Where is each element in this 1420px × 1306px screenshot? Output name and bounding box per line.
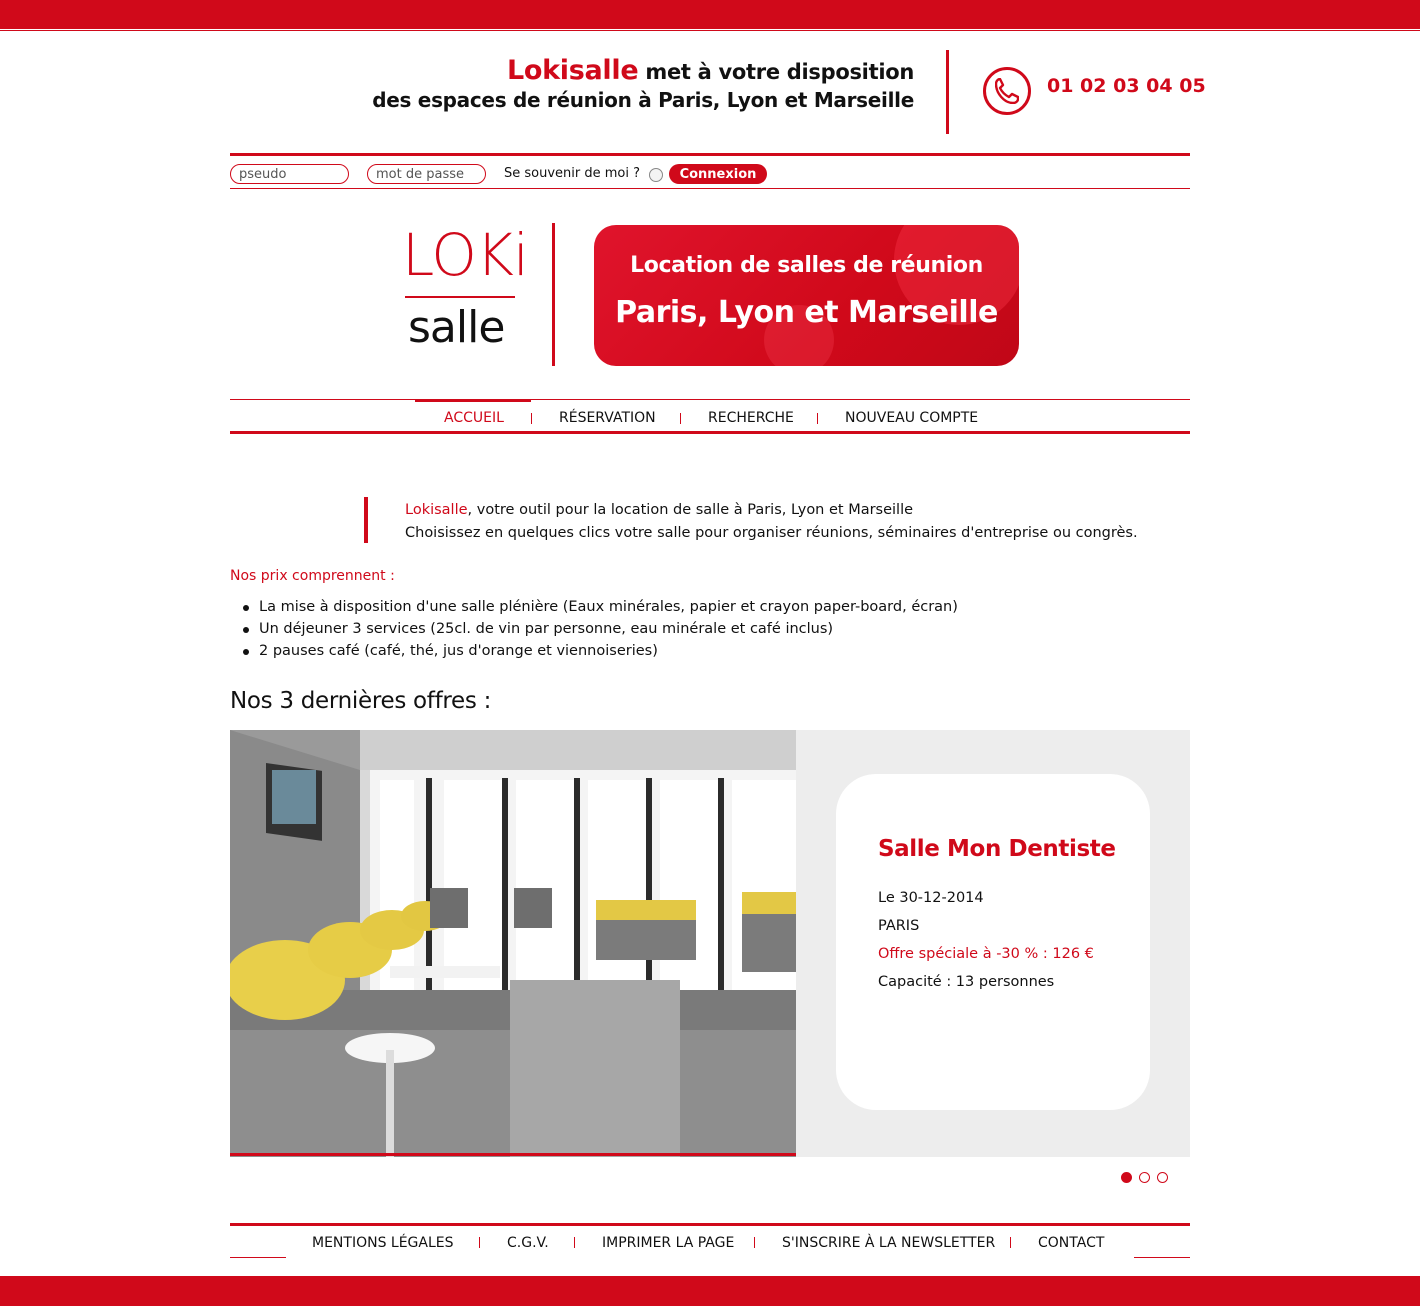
remember-me-label: Se souvenir de moi ? — [504, 166, 641, 181]
header-brand: Lokisalle — [506, 55, 639, 86]
intro-brand: Lokisalle — [405, 502, 468, 518]
footer-left-line — [230, 1257, 286, 1258]
pseudo-input[interactable] — [230, 164, 349, 184]
offer-card[interactable] — [836, 774, 1150, 1110]
login-bar-bottom-line — [230, 188, 1190, 189]
footer-link-contact[interactable]: CONTACT — [1038, 1235, 1105, 1251]
nav-item-reservation[interactable]: RÉSERVATION — [559, 410, 656, 426]
offers-title: Nos 3 dernières offres : — [230, 688, 492, 714]
tagline-line-1: met à votre disposition — [645, 60, 914, 84]
prices-title: Nos prix comprennent : — [230, 568, 395, 584]
header-divider — [946, 50, 949, 134]
footer-link-mentions[interactable]: MENTIONS LÉGALES — [312, 1235, 454, 1251]
connect-button[interactable]: Connexion — [669, 164, 767, 184]
bottom-red-bar — [0, 1276, 1420, 1306]
intro-quote-bar — [364, 497, 368, 543]
offers-slider — [230, 730, 1190, 1157]
phone-number[interactable]: 01 02 03 04 05 — [1047, 75, 1206, 97]
intro-text: Lokisalle, votre outil pour la location de salle à Paris, Lyon et Marseille Choisissez en quelques clics votre salle pour organiser réunions, séminaires d'entreprise ou congrès. — [405, 499, 1138, 545]
prices-list — [259, 596, 958, 662]
room-photo[interactable] — [230, 730, 796, 1157]
nav-item-recherche[interactable]: RECHERCHE — [708, 410, 794, 426]
intro-line-2: Choisissez en quelques clics votre salle pour organiser réunions, séminaires d'entreprise ou congrès. — [405, 525, 1138, 541]
banner-line-1: Location de salles de réunion — [630, 253, 983, 278]
nav-bottom-line — [230, 431, 1190, 434]
nav-item-nouveau-compte[interactable]: NOUVEAU COMPTE — [845, 410, 979, 426]
nav-top-line — [230, 399, 1190, 400]
banner-line-2: Paris, Lyon et Marseille — [615, 295, 998, 330]
remember-me-radio[interactable] — [649, 168, 663, 182]
slider-dot-2[interactable] — [1139, 1172, 1150, 1183]
list-item: 2 pauses café (café, thé, jus d'orange et viennoiseries) — [259, 640, 958, 662]
logo-top-text: LOKi — [402, 221, 529, 289]
slider-dot-1[interactable] — [1121, 1172, 1132, 1183]
password-input[interactable] — [367, 164, 486, 184]
photo-underline — [230, 1153, 796, 1156]
header-tagline — [372, 55, 914, 112]
logo-bottom-text: salle — [408, 302, 505, 353]
offer-city: PARIS — [878, 918, 920, 934]
offer-special-price: Offre spéciale à -30 % : 126 € — [878, 946, 1094, 962]
footer-top-line — [230, 1223, 1190, 1226]
list-item: Un déjeuner 3 services (25cl. de vin par personne, eau minérale et café inclus) — [259, 618, 958, 640]
slider-dot-3[interactable] — [1157, 1172, 1168, 1183]
footer-link-print[interactable]: IMPRIMER LA PAGE — [602, 1235, 735, 1251]
offer-name[interactable]: Salle Mon Dentiste — [878, 836, 1116, 862]
nav-item-accueil[interactable]: ACCUEIL — [444, 410, 504, 426]
footer-link-newsletter[interactable]: S'INSCRIRE À LA NEWSLETTER — [782, 1235, 996, 1251]
tagline-line-2: des espaces de réunion à Paris, Lyon et Marseille — [372, 88, 914, 112]
list-item: La mise à disposition d'une salle plénière (Eaux minérales, papier et crayon paper-board, écran) — [259, 596, 958, 618]
offer-capacity: Capacité : 13 personnes — [878, 974, 1055, 990]
offer-date: Le 30-12-2014 — [878, 890, 984, 906]
footer-right-line — [1134, 1257, 1190, 1258]
logo-underline — [405, 296, 515, 298]
logo-divider — [552, 223, 555, 366]
hero-banner — [594, 225, 1019, 366]
phone-icon — [983, 67, 1031, 115]
footer-link-cgv[interactable]: C.G.V. — [507, 1235, 549, 1251]
nav-active-indicator — [415, 399, 531, 402]
login-bar-top-line — [230, 153, 1190, 156]
logo[interactable] — [402, 218, 529, 358]
page-container — [230, 0, 1206, 1306]
